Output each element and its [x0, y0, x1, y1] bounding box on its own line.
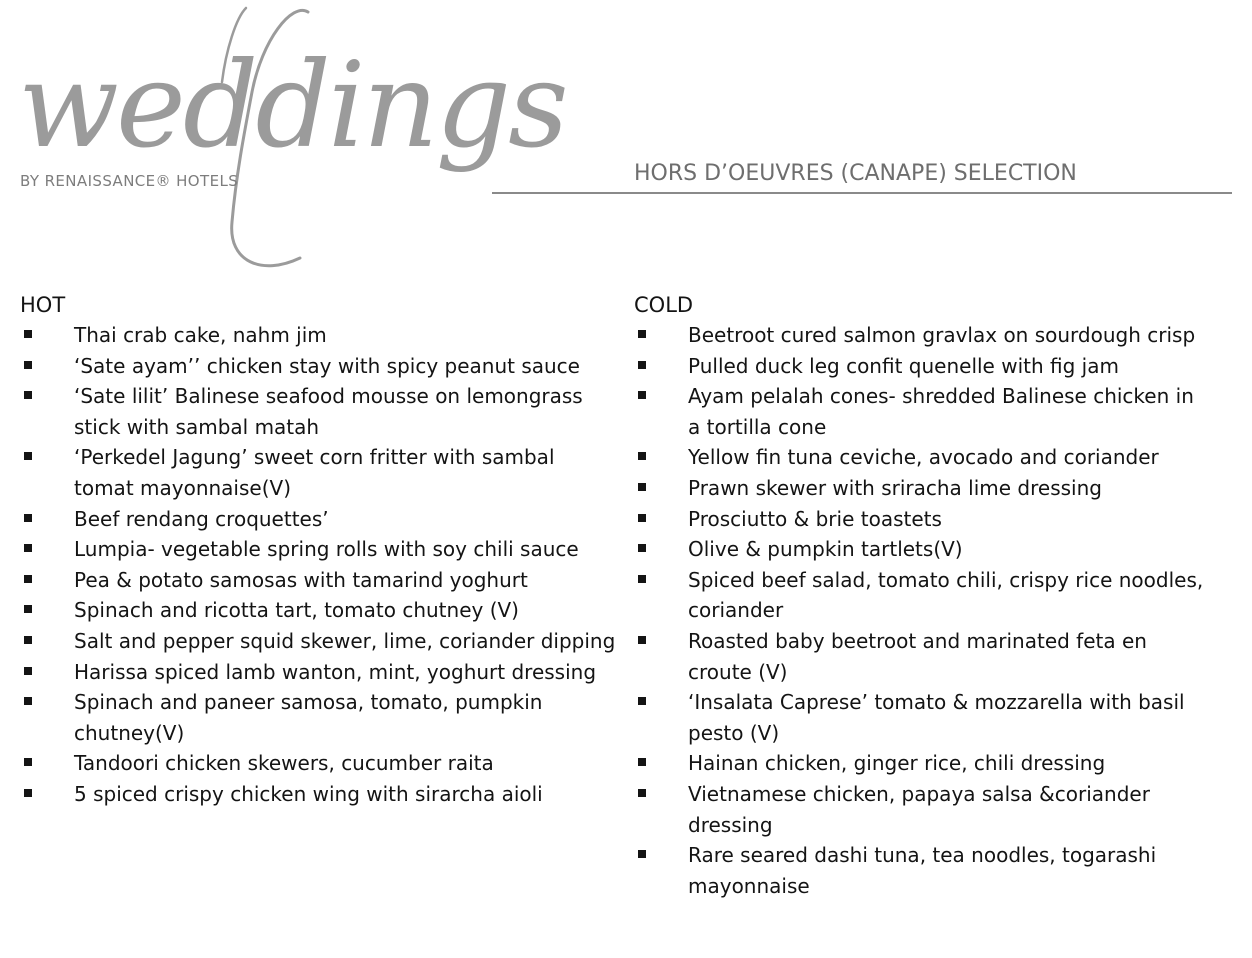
menu-item-text: Beetroot cured salmon gravlax on sourdough crisp: [688, 323, 1196, 347]
hot-menu-item: [20, 779, 620, 810]
square-bullet-icon: [24, 789, 32, 797]
square-bullet-icon: [24, 514, 32, 522]
cold-menu-item: [634, 534, 1208, 565]
square-bullet-icon: [638, 789, 646, 797]
square-bullet-icon: [638, 361, 646, 369]
menu-item-text: Spinach and ricotta tart, tomato chutney (V): [74, 598, 519, 623]
menu-item-text: Prawn skewer with sriracha lime dressing: [688, 475, 1102, 500]
menu-item-text: ‘Sate lilit’ Balinese seafood mousse on lemongrass stick with sambal matah: [74, 384, 583, 439]
square-bullet-icon: [24, 667, 32, 675]
menu-item-text: Olive & pumpkin tartlets(V): [688, 537, 963, 562]
menu-item-text: Thai crab cake, nahm jim: [74, 323, 327, 347]
hot-heading: HOT: [20, 293, 66, 317]
square-bullet-icon: [24, 391, 32, 399]
menu-item-text: ‘Insalata Caprese’ tomato & mozzarella with basil pesto (V): [688, 690, 1185, 745]
hot-menu-item: [20, 657, 620, 688]
hot-menu-item: [20, 748, 620, 779]
square-bullet-icon: [638, 483, 646, 491]
menu-item-text: Pea & potato samosas with tamarind yoghurt: [74, 567, 528, 592]
square-bullet-icon: [24, 361, 32, 369]
cold-menu-item: [634, 351, 1208, 382]
menu-item-text: Lumpia- vegetable spring rolls with soy chili sauce: [74, 537, 579, 562]
cold-menu-item: [634, 320, 1208, 351]
square-bullet-icon: [24, 330, 32, 338]
square-bullet-icon: [638, 697, 646, 705]
cold-menu-item: [634, 779, 1208, 840]
cold-menu-item: [634, 565, 1208, 626]
hot-menu-item: [20, 442, 620, 503]
cold-heading: COLD: [634, 293, 694, 317]
menu-item-text: Harissa spiced lamb wanton, mint, yoghurt dressing: [74, 659, 597, 684]
square-bullet-icon: [24, 544, 32, 552]
hot-menu-list: [20, 320, 620, 810]
hot-menu-item: [20, 351, 620, 382]
menu-item-text: Pulled duck leg confit quenelle with fig jam: [688, 353, 1119, 378]
menu-item-text: Tandoori chicken skewers, cucumber raita: [74, 751, 494, 776]
hot-menu-item: [20, 626, 620, 657]
cold-menu-list: [634, 320, 1234, 901]
square-bullet-icon: [24, 758, 32, 766]
square-bullet-icon: [24, 605, 32, 613]
logo-wordmark: weddings: [18, 36, 566, 174]
square-bullet-icon: [638, 636, 646, 644]
cold-menu-item: [634, 473, 1208, 504]
hot-column: [20, 290, 620, 810]
square-bullet-icon: [638, 850, 646, 858]
menu-item-text: Salt and pepper squid skewer, lime, coriander dipping: [74, 628, 616, 653]
square-bullet-icon: [638, 391, 646, 399]
menu-item-text: Vietnamese chicken, papaya salsa &coriander dressing: [688, 781, 1150, 837]
cold-menu-item: [634, 381, 1208, 442]
menu-item-text: Beef rendang croquettes’: [74, 506, 329, 531]
menu-item-text: 5 spiced crispy chicken wing with sirarcha aioli: [74, 781, 543, 806]
square-bullet-icon: [638, 758, 646, 766]
menu-item-text: ‘Perkedel Jagung’ sweet corn fritter with sambal tomat mayonnaise(V): [74, 445, 555, 500]
square-bullet-icon: [24, 452, 32, 460]
cold-column: [634, 290, 1234, 901]
square-bullet-icon: [638, 514, 646, 522]
hot-menu-item: [20, 381, 620, 442]
menu-item-text: Prosciutto & brie toastets: [688, 506, 942, 531]
cold-menu-item: [634, 626, 1208, 687]
menu-item-text: Rare seared dashi tuna, tea noodles, togarashi mayonnaise: [688, 843, 1157, 898]
menu-item-text: ‘Sate ayam’’ chicken stay with spicy peanut sauce: [74, 353, 580, 378]
hot-menu-item: [20, 565, 620, 596]
square-bullet-icon: [638, 575, 646, 583]
title-divider: [492, 192, 1232, 194]
logo-subtitle: BY RENAISSANCE® HOTELS: [20, 172, 239, 190]
weddings-logo: [0, 0, 566, 280]
square-bullet-icon: [638, 544, 646, 552]
menu-item-text: Hainan chicken, ginger rice, chili dressing: [688, 751, 1106, 776]
square-bullet-icon: [638, 452, 646, 460]
menu-item-text: Ayam pelalah cones- shredded Balinese chicken in a tortilla cone: [688, 384, 1194, 439]
menu-item-text: Spinach and paneer samosa, tomato, pumpkin chutney(V): [74, 690, 543, 745]
hot-menu-item: [20, 320, 620, 351]
cold-menu-item: [634, 504, 1208, 535]
square-bullet-icon: [24, 575, 32, 583]
hot-menu-item: [20, 534, 620, 565]
page-title: HORS D’OEUVRES (CANAPE) SELECTION: [634, 161, 1077, 186]
menu-item-text: Roasted baby beetroot and marinated feta en croute (V): [688, 628, 1147, 684]
cold-menu-item: [634, 687, 1208, 748]
square-bullet-icon: [24, 636, 32, 644]
hot-menu-item: [20, 595, 620, 626]
square-bullet-icon: [638, 330, 646, 338]
square-bullet-icon: [24, 697, 32, 705]
menu-item-text: Yellow fin tuna ceviche, avocado and coriander: [688, 445, 1159, 470]
hot-menu-item: [20, 687, 620, 748]
cold-menu-item: [634, 442, 1208, 473]
hot-menu-item: [20, 504, 620, 535]
cold-menu-item: [634, 748, 1208, 779]
menu-item-text: Spiced beef salad, tomato chili, crispy rice noodles, coriander: [688, 567, 1204, 623]
cold-menu-item: [634, 840, 1208, 901]
